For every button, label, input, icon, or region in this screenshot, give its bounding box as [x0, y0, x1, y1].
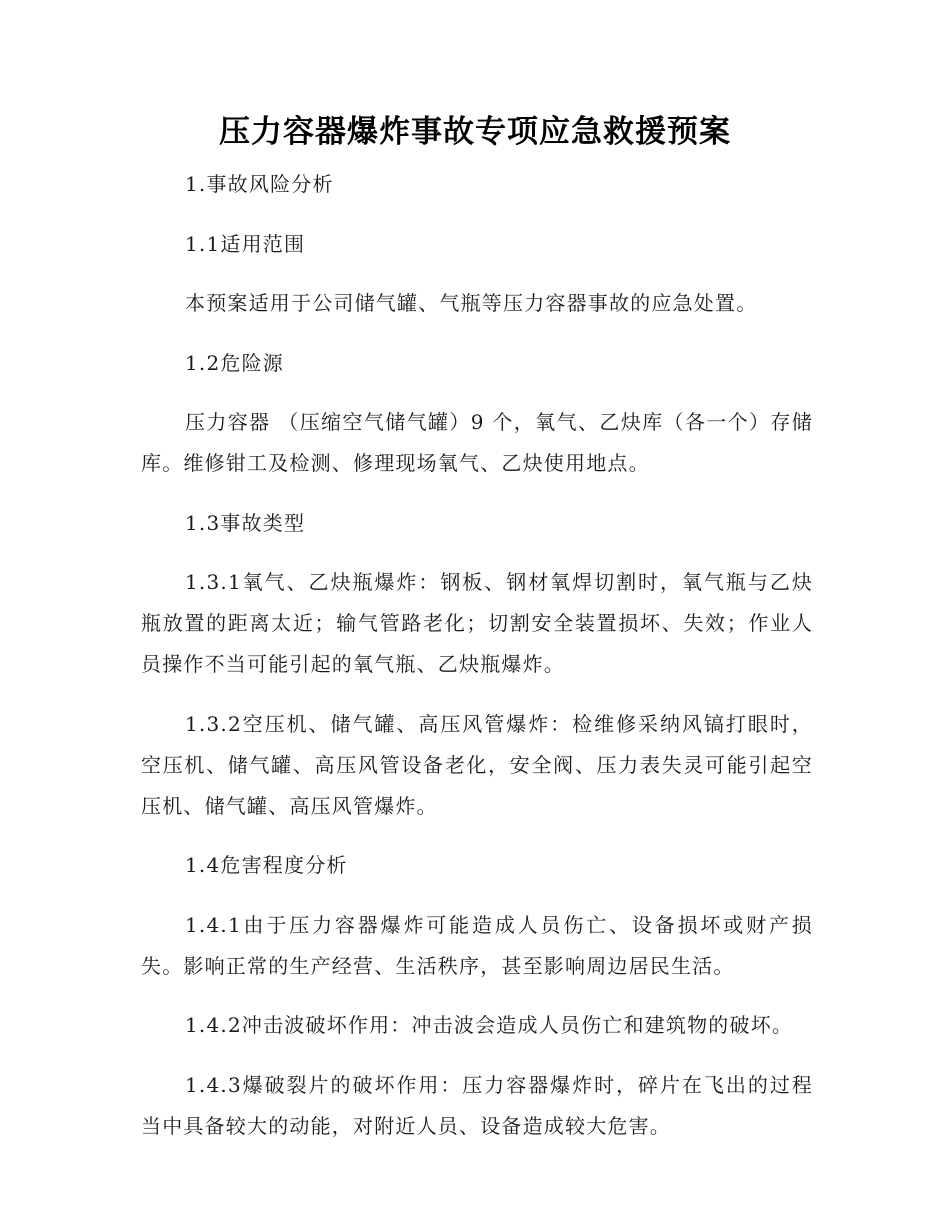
heading-scope: 1.1适用范围 — [185, 231, 306, 256]
paragraph-harm-1: 1.4.1由于压力容器爆炸可能造成人员伤亡、设备损坏或财产损失。影响正常的生产经营、生活秩序，甚至影响周边居民生活。 — [141, 912, 813, 978]
heading-risk-analysis: 1.事故风险分析 — [185, 172, 334, 196]
heading-harm-analysis: 1.4危害程度分析 — [185, 853, 348, 877]
document-body — [141, 164, 813, 1165]
paragraph-hazard-source: 压力容器 （压缩空气储气罐）9 个，氧气、乙炔库（各一个）存储库。维修钳工及检测、修理现场氧气、乙炔使用地点。 — [141, 410, 813, 475]
paragraph-scope: 本预案适用于公司储气罐、气瓶等压力容器事故的应急处置。 — [185, 291, 758, 315]
paragraph-harm-3: 1.4.3爆破裂片的破坏作用：压力容器爆炸时，碎片在飞出的过程当中具备较大的动能，对附近人员、设备造成较大危害。 — [141, 1072, 813, 1138]
heading-accident-type: 1.3事故类型 — [185, 510, 306, 535]
heading-hazard-source: 1.2危险源 — [185, 350, 285, 375]
document-title: 压力容器爆炸事故专项应急救援预案 — [219, 114, 731, 150]
paragraph-accident-type-1: 1.3.1氧气、乙炔瓶爆炸：钢板、钢材氧焊切割时，氧气瓶与乙炔瓶放置的距离太近；输气管路老化；切割安全装置损坏、失效；作业人员操作不当可能引起的氧气瓶、乙炔瓶爆炸。 — [141, 570, 813, 676]
paragraph-harm-2: 1.4.2冲击波破坏作用：冲击波会造成人员伤亡和建筑物的破坏。 — [185, 1013, 794, 1037]
paragraph-accident-type-2: 1.3.2空压机、储气罐、高压风管爆炸：检维修采纳风镐打眼时，空压机、储气罐、高压风管设备老化，安全阀、压力表失灵可能引起空压机、储气罐、高压风管爆炸。 — [141, 711, 813, 818]
